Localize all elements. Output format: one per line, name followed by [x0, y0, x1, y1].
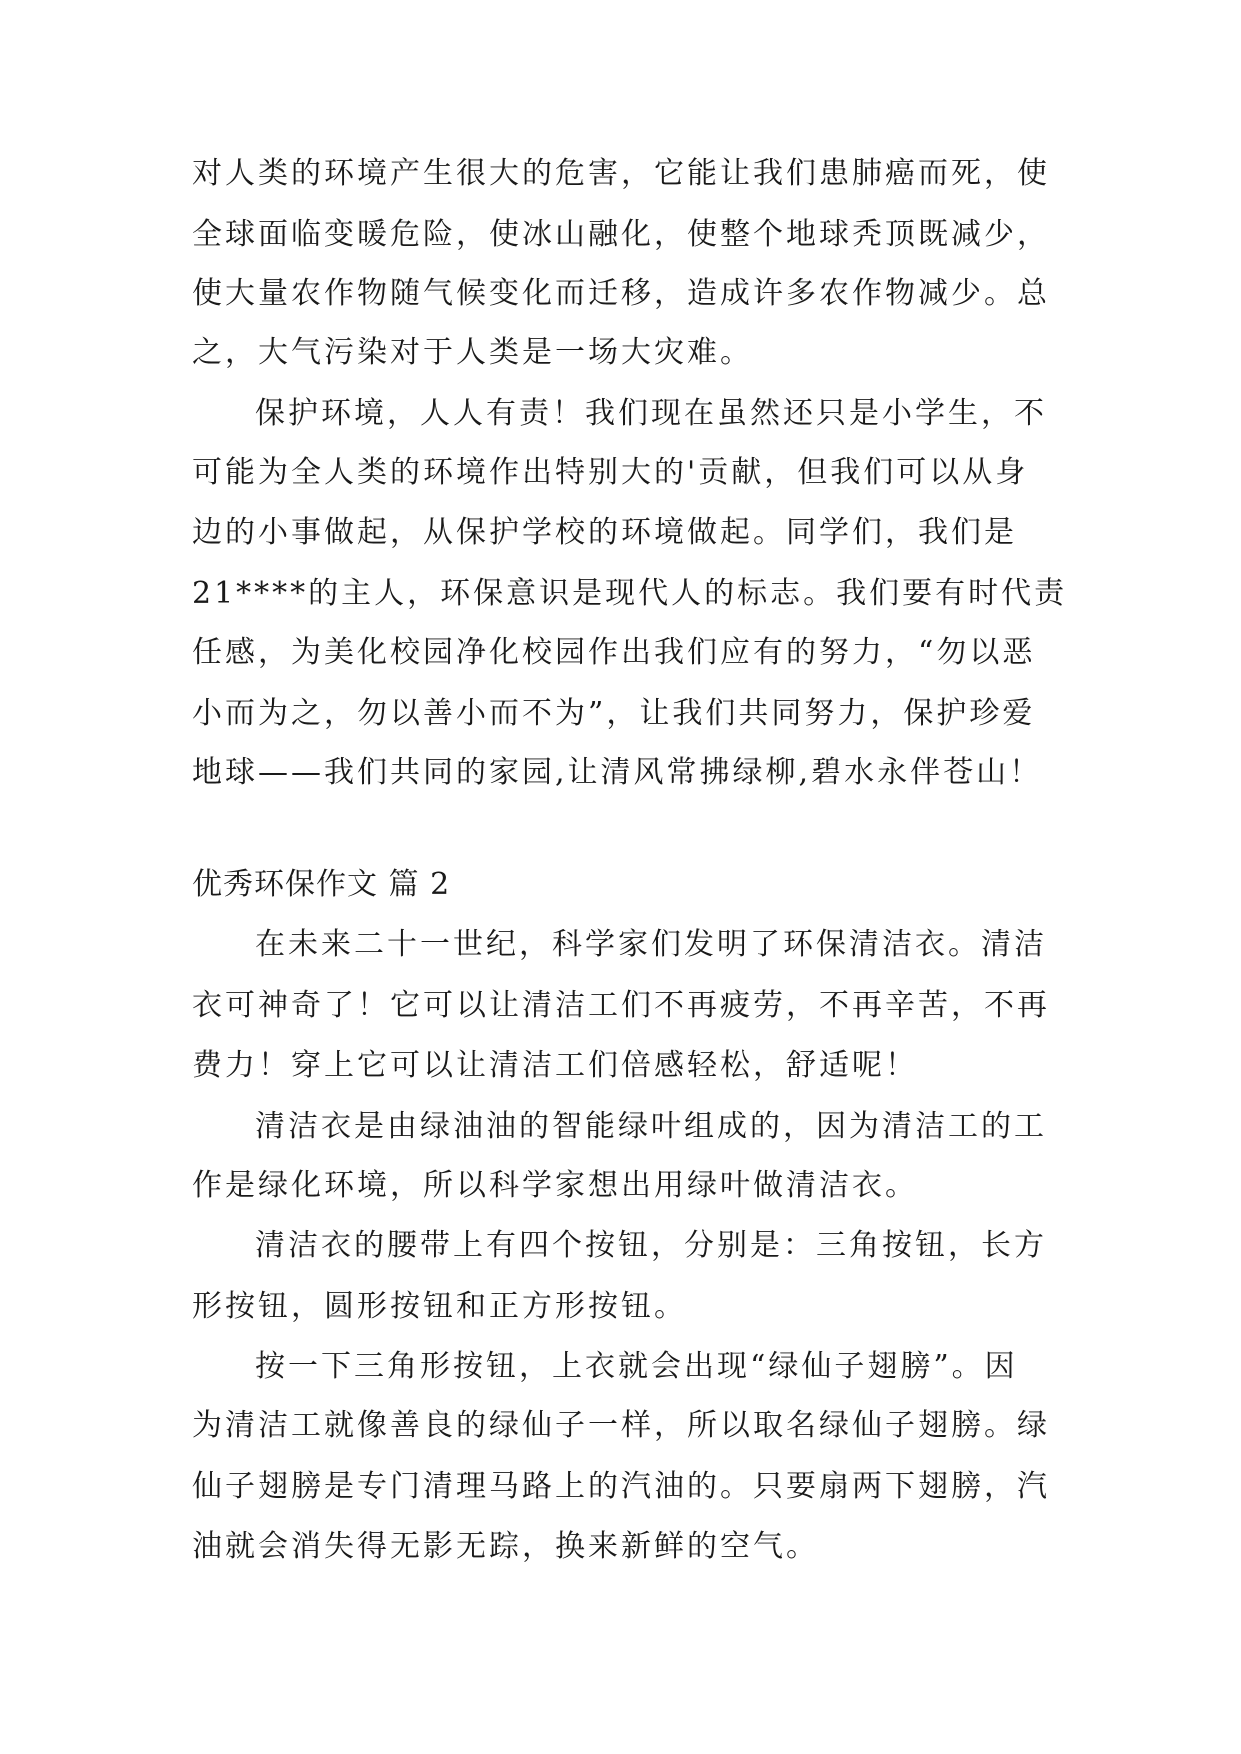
text-line: 任感，为美化校园净化校园作出我们应有的努力，“勿以恶: [192, 635, 1036, 670]
text-line: 小而为之，勿以善小而不为”，让我们共同努力，保护珍爱: [192, 696, 1036, 731]
text-line: 形按钮，圆形按钮和正方形按钮。: [192, 1289, 687, 1324]
text-line: 全球面临变暖危险，使冰山融化，使整个地球秃顶既减少，: [192, 217, 1050, 252]
text-line: 作是绿化环境，所以科学家想出用绿叶做清洁衣。: [192, 1168, 918, 1203]
text-line: 可能为全人类的环境作出特别大的'贡献，但我们可以从身: [192, 455, 1029, 490]
paragraph-first-line: 按一下三角形按钮，上衣就会出现“绿仙子翅膀”。因: [255, 1349, 1018, 1384]
text-line: 之，大气污染对于人类是一场大灾难。: [192, 335, 753, 370]
paragraph-first-line: 保护环境，人人有责！我们现在虽然还只是小学生，不: [255, 396, 1047, 431]
text-line: 仙子翅膀是专门清理马路上的汽油的。只要扇两下翅膀，汽: [192, 1469, 1050, 1504]
paragraph-first-line: 在未来二十一世纪，科学家们发明了环保清洁衣。清洁: [255, 927, 1047, 962]
text-line: 对人类的环境产生很大的危害，它能让我们患肺癌而死，使: [192, 156, 1050, 191]
text-line: 衣可神奇了！它可以让清洁工们不再疲劳，不再辛苦，不再: [192, 988, 1050, 1023]
text-line: 边的小事做起，从保护学校的环境做起。同学们，我们是: [192, 515, 1017, 550]
text-line: 21****的主人，环保意识是现代人的标志。我们要有时代责: [192, 576, 1068, 611]
paragraph-first-line: 清洁衣的腰带上有四个按钮，分别是：三角按钮，长方: [255, 1228, 1047, 1263]
text-line: 油就会消失得无影无踪，换来新鲜的空气。: [192, 1529, 819, 1564]
paragraph-first-line: 清洁衣是由绿油油的智能绿叶组成的，因为清洁工的工: [255, 1109, 1047, 1144]
section-heading: 优秀环保作文 篇 2: [192, 867, 451, 902]
text-line: 费力！穿上它可以让清洁工们倍感轻松，舒适呢！: [192, 1048, 918, 1083]
text-line: 为清洁工就像善良的绿仙子一样，所以取名绿仙子翅膀。绿: [192, 1408, 1050, 1443]
text-line: 地球——我们共同的家园,让清风常拂绿柳,碧水永伴苍山！: [192, 755, 1043, 790]
text-line: 使大量农作物随气候变化而迁移，造成许多农作物减少。总: [192, 276, 1050, 311]
